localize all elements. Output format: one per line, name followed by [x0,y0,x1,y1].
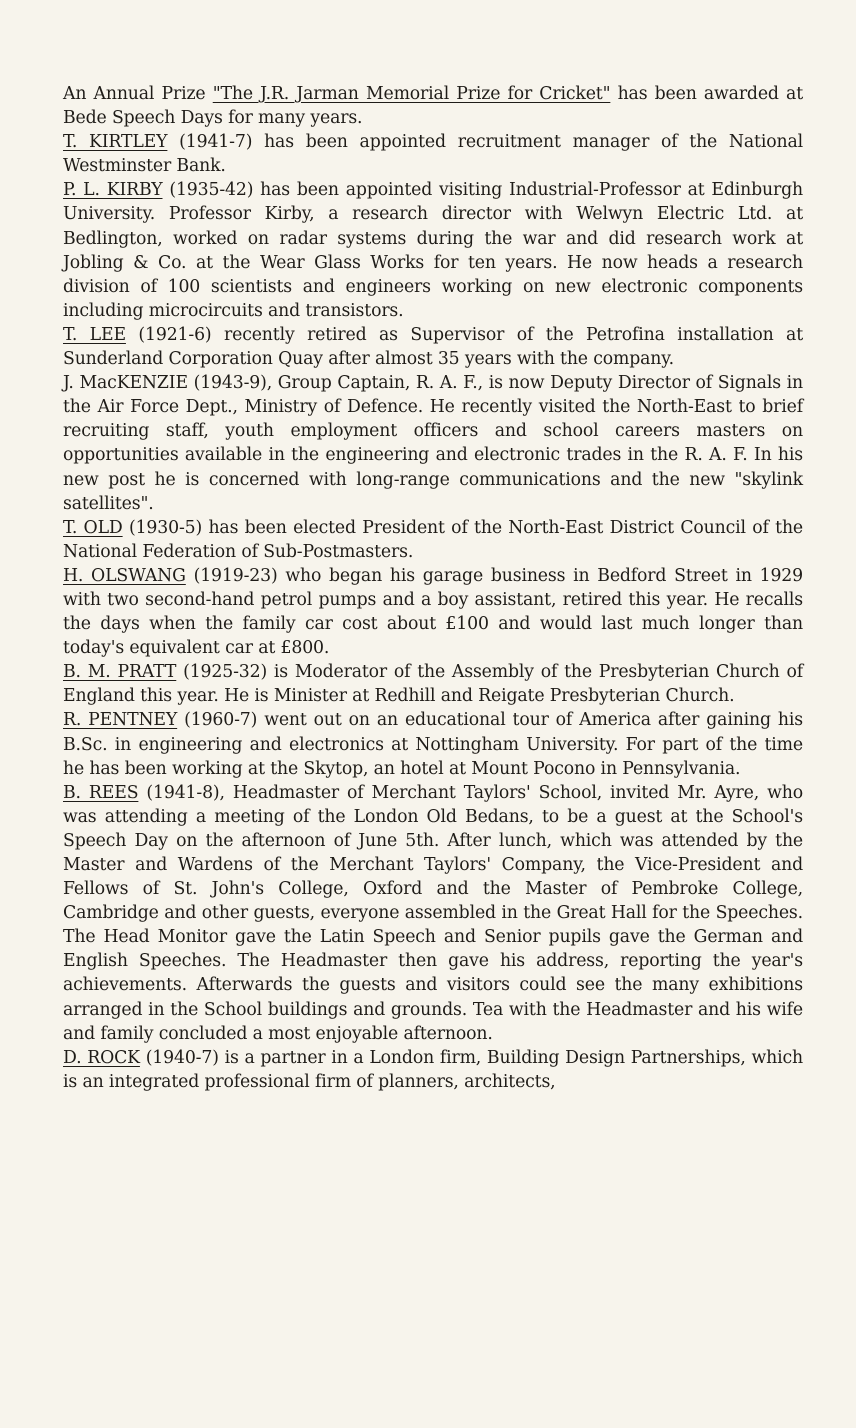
news-column [63,82,803,1094]
entry-text: (1940-7) is a partner in a London firm, Building Design Partnerships, which is an integrated professional firm of planners, architects, [63,1047,803,1092]
entry-text: (1919-23) who began his garage business in Bedford Street in 1929 with two second-hand petrol pumps and a boy assistant, retired this year. He recalls the days when the family car cost about £100 and would last much longer than today's equivalent car at £800. [63,565,803,659]
entry-text: (1941-7) has been appointed recruitment manager of the National Westminster Bank. [63,132,803,177]
entry-text: (1941-8), Headmaster of Merchant Taylors' School, invited Mr. Ayre, who was attending a meeting of the London Old Bedans, to be a guest at the School's Speech Day on the afternoon of June 5th. After lunch, which was attended by the Master and Wardens of the Merchant Taylors' Company, the Vice-President and Fellows of St. John's College, Oxford and the Master of Pembroke College, Cambridge and other guests, everyone assembled in the Great Hall for the Speeches. The Head Monitor gave the Latin Speech and Senior pupils gave the German and English Speeches. The Headmaster then gave his address, reporting the year's achievements. Afterwards the guests and visitors could see the many exhibitions arranged in the School buildings and grounds. Tea with the Headmaster and his wife and family concluded a most enjoyable afternoon. [63,782,803,1044]
entry-name: P. L. KIRBY [63,180,163,201]
entry-pentney [63,708,803,780]
entry-text: (1930-5) has been elected President of the North-East District Council of the National Federation of Sub-Postmasters. [63,517,804,562]
entry-text: (1921-6) recently retired as Supervisor of the Petrofina installation at Sunderland Corporation Quay after almost 35 years with the company. [63,324,804,370]
entry-text: (1925-32) is Moderator of the Assembly of the Presbyterian Church of England this year. He is Minister at Redhill and Reigate Presbyterian Church. [63,662,804,707]
entry-name: J. MacKENZIE [63,373,188,394]
entry-name: R. PENTNEY [63,710,178,731]
entry-text: (1943-9), Group Captain, R. A. F., is now Deputy Director of Signals in the Air Force Dept., Ministry of Defence. He recently visited the North-East to brief recruiting staff, youth employment officers and school careers masters on opportunities available in the engineering and electronic trades in the R. A. F. In his new post he is concerned with long-range communications and the new "skylink satellites". [63,373,803,514]
entry-rock [63,1046,803,1094]
entry-text: (1935-42) has been appointed visiting Industrial-Professor at Edinburgh University. Professor Kirby, a research director with Welwyn Electric Ltd. at Bedlington, worked on radar systems during the war and did research work at Jobling & Co. at the Wear Glass Works for ten years. He now heads a research division of 100 scientists and engineers working on new electronic components including microcircuits and transistors. [63,180,803,321]
entry-name: D. ROCK [63,1047,140,1068]
entry-olswang [63,564,803,660]
intro-post: has been awarded at Bede Speech Days for many years. [63,84,803,129]
entry-kirby [63,178,803,323]
entry-kirtley [63,130,803,178]
intro-paragraph [63,82,803,130]
entry-name: B. M. PRATT [63,662,177,683]
intro-pre: An Annual Prize [63,84,213,104]
entry-name: T. LEE [63,324,126,345]
entry-name: B. REES [63,782,139,803]
entry-lee [63,323,803,371]
prize-name: "The J.R. Jarman Memorial Prize for Cricket" [212,84,611,104]
entry-text: (1960-7) went out on an educational tour of America after gaining his B.Sc. in engineering and electronics at Nottingham University. For part of the time he has been working at the Skytop, an hotel at Mount Pocono in Pennsylvania. [63,710,803,779]
entry-name: H. OLSWANG [63,565,186,586]
entry-name: T. OLD [63,517,123,538]
entry-rees [63,781,803,1046]
entry-mackenzie [63,371,803,516]
entry-name: T. KIRTLEY [63,132,168,153]
entry-pratt [63,660,803,708]
entry-old [63,516,803,564]
